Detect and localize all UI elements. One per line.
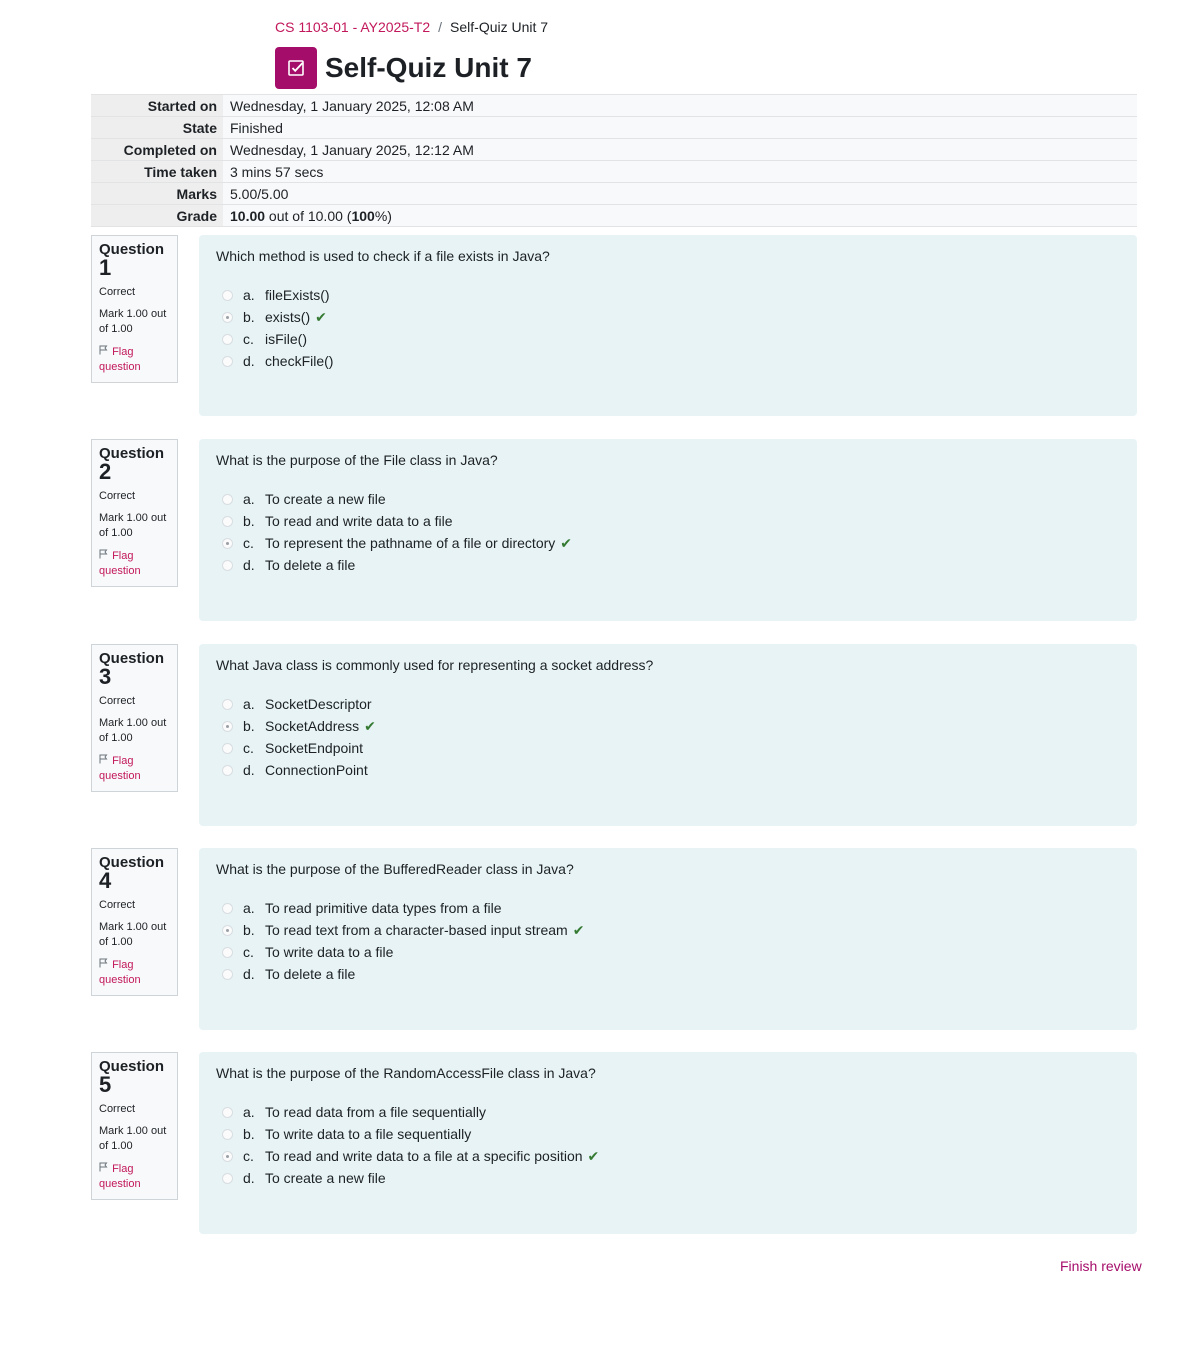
answer-radio[interactable] <box>222 1107 233 1118</box>
question-label: Question <box>99 650 165 667</box>
question-label: Question <box>99 445 165 462</box>
question-text: What Java class is commonly used for representing a socket address? <box>216 657 654 673</box>
answer-option[interactable] <box>216 488 1120 510</box>
question-state: Correct <box>99 1103 136 1115</box>
question-state: Correct <box>99 899 136 911</box>
completed-value: Wednesday, 1 January 2025, 12:12 AM <box>223 139 1137 161</box>
marks-label: Marks <box>91 183 223 205</box>
answer-radio[interactable] <box>222 1151 233 1162</box>
breadcrumb <box>275 19 548 35</box>
question-number: 3 <box>99 664 112 689</box>
time-label: Time taken <box>91 161 223 183</box>
question-info-5 <box>91 1052 178 1200</box>
answer-text: SocketEndpoint <box>265 740 364 756</box>
answer-option[interactable] <box>216 715 1120 737</box>
flag-question-link[interactable] <box>99 958 170 988</box>
summary-row-grade <box>91 205 1137 227</box>
answer-option[interactable] <box>216 1167 1120 1189</box>
answer-options <box>216 693 1120 781</box>
answer-text: To represent the pathname of a file or directory <box>265 535 556 551</box>
flag-question-label: Flag question <box>99 550 141 577</box>
answer-option[interactable] <box>216 1145 1120 1167</box>
answer-letter: a. <box>243 900 255 916</box>
answer-letter: d. <box>243 557 255 573</box>
question-content-5 <box>199 1052 1137 1234</box>
answer-text: To write data to a file <box>265 944 394 960</box>
grade-mid: out of 10.00 ( <box>265 207 352 224</box>
question-grade: Mark 1.00 out of 1.00 <box>99 512 167 539</box>
answer-letter: b. <box>243 513 255 529</box>
answer-letter: d. <box>243 966 255 982</box>
answer-radio[interactable] <box>222 903 233 914</box>
answer-option[interactable] <box>216 1123 1120 1145</box>
question-text: What is the purpose of the RandomAccessFile class in Java? <box>216 1065 596 1081</box>
flag-icon <box>99 1162 109 1177</box>
question-info-4 <box>91 848 178 996</box>
breadcrumb-course-link[interactable]: CS 1103-01 - AY2025-T2 <box>275 19 431 35</box>
answer-radio[interactable] <box>222 925 233 936</box>
question-grade: Mark 1.00 out of 1.00 <box>99 308 167 335</box>
correct-check-icon: ✔ <box>572 921 585 938</box>
question-state: Correct <box>99 695 136 707</box>
question-number: 1 <box>99 255 112 280</box>
breadcrumb-separator: / <box>438 19 443 35</box>
answer-text: ConnectionPoint <box>265 762 368 778</box>
flag-icon <box>99 754 109 769</box>
answer-option[interactable] <box>216 510 1120 532</box>
completed-label: Completed on <box>91 139 223 161</box>
question-info-1 <box>91 235 178 383</box>
answer-options <box>216 897 1120 985</box>
answer-text: To create a new file <box>265 491 386 507</box>
flag-question-link[interactable] <box>99 549 170 579</box>
answer-option[interactable] <box>216 532 1120 554</box>
correct-check-icon: ✔ <box>560 534 573 551</box>
state-label: State <box>91 117 223 139</box>
answer-option[interactable] <box>216 328 1120 350</box>
correct-check-icon: ✔ <box>364 717 376 734</box>
answer-radio[interactable] <box>222 560 233 571</box>
answer-radio[interactable] <box>222 1129 233 1140</box>
grade-value <box>223 205 1137 227</box>
answer-option[interactable] <box>216 897 1120 919</box>
grade-percent: 100 <box>351 207 375 224</box>
question-grade: Mark 1.00 out of 1.00 <box>99 717 167 744</box>
answer-letter: b. <box>243 1126 255 1142</box>
started-label: Started on <box>91 95 223 117</box>
flag-question-link[interactable] <box>99 345 170 375</box>
answer-radio[interactable] <box>222 721 233 732</box>
question-text: What is the purpose of the BufferedReader class in Java? <box>216 861 574 877</box>
answer-option[interactable] <box>216 941 1120 963</box>
answer-letter: a. <box>243 287 255 303</box>
summary-row-started <box>91 95 1137 117</box>
answer-letter: b. <box>243 309 255 325</box>
answer-text: exists() <box>265 309 311 325</box>
flag-question-link[interactable] <box>99 754 170 784</box>
question-grade: Mark 1.00 out of 1.00 <box>99 921 167 948</box>
answer-letter: c. <box>243 331 254 347</box>
answer-radio[interactable] <box>222 947 233 958</box>
answer-letter: b. <box>243 718 255 734</box>
answer-text: To delete a file <box>265 966 356 982</box>
answer-radio[interactable] <box>222 969 233 980</box>
answer-text: To create a new file <box>265 1170 386 1186</box>
grade-score: 10.00 <box>230 207 266 224</box>
flag-question-link[interactable] <box>99 1162 170 1192</box>
answer-options <box>216 284 1120 372</box>
flag-question-label: Flag question <box>99 1163 141 1190</box>
answer-text: To read and write data to a file at a specific position <box>265 1148 583 1164</box>
summary-row-marks <box>91 183 1137 205</box>
question-text: What is the purpose of the File class in Java? <box>216 452 498 468</box>
answer-option[interactable] <box>216 693 1120 715</box>
answer-options <box>216 1101 1120 1189</box>
answer-option[interactable] <box>216 737 1120 759</box>
flag-question-label: Flag question <box>99 959 141 986</box>
summary-row-completed <box>91 139 1137 161</box>
flag-question-label: Flag question <box>99 346 141 373</box>
answer-text: isFile() <box>265 331 307 347</box>
answer-option[interactable] <box>216 284 1120 306</box>
question-grade: Mark 1.00 out of 1.00 <box>99 1125 167 1152</box>
answer-radio[interactable] <box>222 312 233 323</box>
answer-option[interactable] <box>216 759 1120 781</box>
answer-radio[interactable] <box>222 494 233 505</box>
answer-option[interactable] <box>216 1101 1120 1123</box>
state-value: Finished <box>223 117 1137 139</box>
answer-option[interactable] <box>216 350 1120 372</box>
answer-radio[interactable] <box>222 516 233 527</box>
quiz-checkbox-icon <box>275 47 317 89</box>
question-info-2 <box>91 439 178 587</box>
answer-text: To read and write data to a file <box>265 513 453 529</box>
time-value: 3 mins 57 secs <box>223 161 1137 183</box>
breadcrumb-current: Self-Quiz Unit 7 <box>450 19 549 35</box>
correct-check-icon: ✔ <box>587 1147 600 1164</box>
answer-letter: c. <box>243 535 254 551</box>
answer-text: To write data to a file sequentially <box>265 1126 472 1142</box>
flag-icon <box>99 549 109 564</box>
answer-letter: c. <box>243 944 254 960</box>
answer-letter: a. <box>243 1104 255 1120</box>
question-content-4 <box>199 848 1137 1030</box>
finish-review-link[interactable]: Finish review <box>1060 1258 1142 1274</box>
question-content-2 <box>199 439 1137 621</box>
page-title: Self-Quiz Unit 7 <box>325 52 532 83</box>
started-value: Wednesday, 1 January 2025, 12:08 AM <box>223 95 1137 117</box>
question-text: Which method is used to check if a file exists in Java? <box>216 248 550 264</box>
answer-letter: d. <box>243 353 255 369</box>
flag-question-label: Flag question <box>99 755 141 782</box>
answer-letter: b. <box>243 922 255 938</box>
flag-icon <box>99 958 109 973</box>
answer-option[interactable] <box>216 919 1120 941</box>
question-label: Question <box>99 1058 165 1075</box>
correct-check-icon: ✔ <box>315 308 327 325</box>
answer-letter: d. <box>243 762 255 778</box>
answer-radio[interactable] <box>222 765 233 776</box>
answer-radio[interactable] <box>222 334 233 345</box>
answer-options <box>216 488 1120 576</box>
answer-radio[interactable] <box>222 290 233 301</box>
answer-text: checkFile() <box>265 353 334 369</box>
grade-label: Grade <box>91 205 223 227</box>
flag-icon <box>99 345 109 360</box>
answer-letter: c. <box>243 1148 254 1164</box>
answer-radio[interactable] <box>222 743 233 754</box>
question-number: 4 <box>99 868 112 893</box>
answer-option[interactable] <box>216 963 1120 985</box>
answer-option[interactable] <box>216 306 1120 328</box>
page-header <box>275 47 532 89</box>
answer-text: To delete a file <box>265 557 356 573</box>
question-content-3 <box>199 644 1137 826</box>
answer-option[interactable] <box>216 554 1120 576</box>
answer-text: To read primitive data types from a file <box>265 900 502 916</box>
question-number: 5 <box>99 1072 112 1097</box>
question-state: Correct <box>99 286 136 298</box>
marks-value: 5.00/5.00 <box>223 183 1137 205</box>
answer-text: To read text from a character-based input stream <box>265 922 568 938</box>
answer-text: SocketDescriptor <box>265 696 372 712</box>
grade-end: %) <box>374 207 392 224</box>
answer-radio[interactable] <box>222 356 233 367</box>
question-info-3 <box>91 644 178 792</box>
answer-text: To read data from a file sequentially <box>265 1104 487 1120</box>
summary-row-time <box>91 161 1137 183</box>
answer-radio[interactable] <box>222 538 233 549</box>
answer-letter: a. <box>243 696 255 712</box>
question-number: 2 <box>99 459 112 484</box>
answer-text: SocketAddress <box>265 718 360 734</box>
attempt-summary-table <box>91 94 1137 227</box>
answer-letter: a. <box>243 491 255 507</box>
answer-radio[interactable] <box>222 1173 233 1184</box>
answer-letter: c. <box>243 740 254 756</box>
question-label: Question <box>99 854 165 871</box>
question-state: Correct <box>99 490 136 502</box>
answer-radio[interactable] <box>222 699 233 710</box>
question-content-1 <box>199 235 1137 416</box>
answer-letter: d. <box>243 1170 255 1186</box>
answer-text: fileExists() <box>265 287 330 303</box>
summary-row-state <box>91 117 1137 139</box>
question-label: Question <box>99 241 165 258</box>
